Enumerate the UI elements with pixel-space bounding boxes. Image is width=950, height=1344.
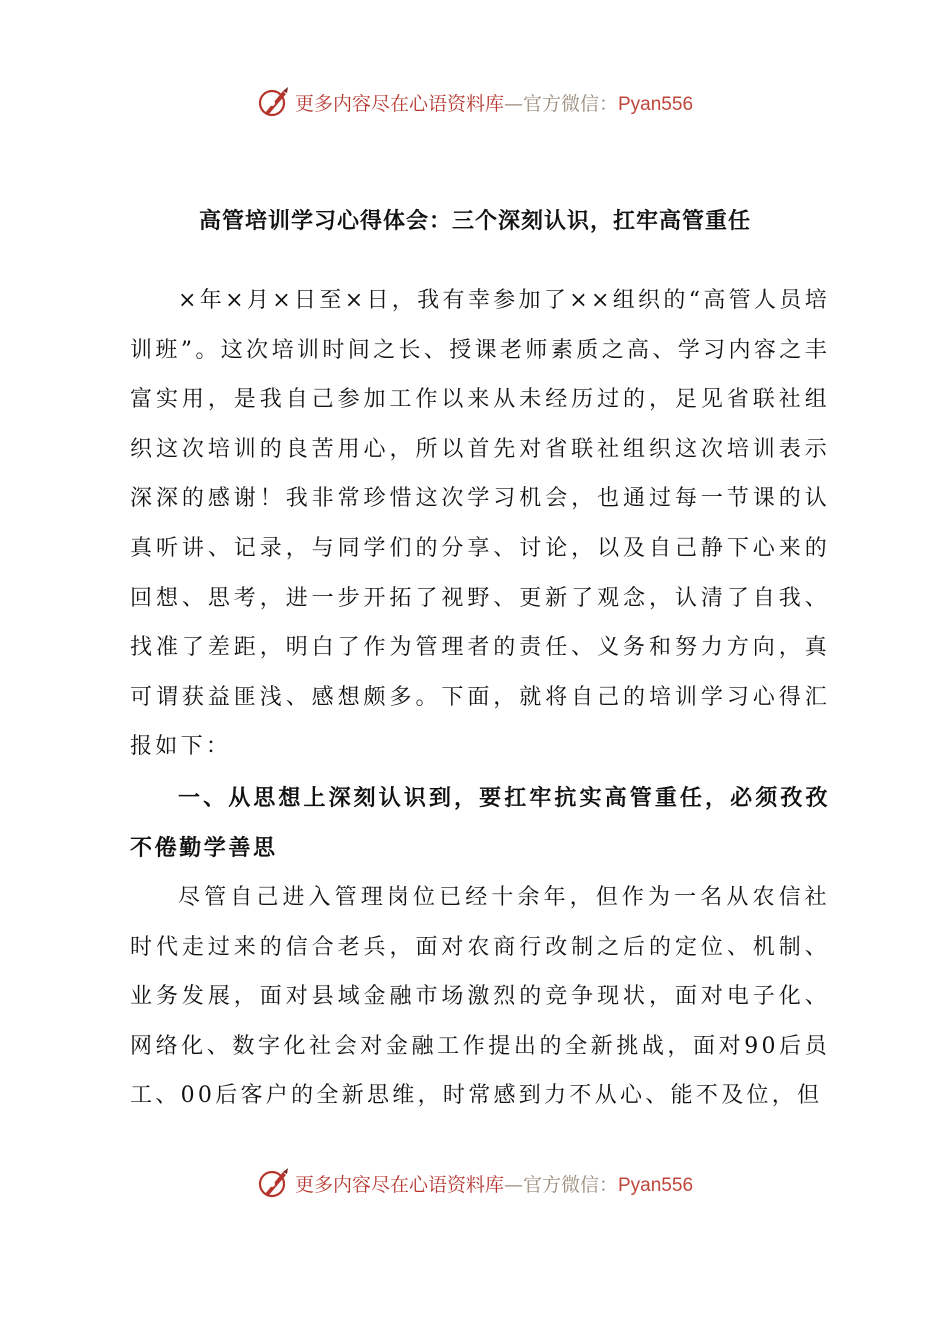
watermark-site-text: 更多内容尽在心语资料库 <box>294 1173 504 1196</box>
quill-pen-logo-icon <box>257 1166 291 1200</box>
watermark-dash-text: —官方微信： <box>503 92 618 115</box>
body-paragraph-1: ×年×月×日至×日，我有幸参加了××组织的“高管人员培训班”。这次培训时间之长、授课老师素质之高、学习内容之丰富实用，是我自己参加工作以来从未经历过的，足见省联社组织这次培训的良苦用心，所以首先对省联社组织这次培训表示深深的感谢！我非常珍惜这次学习机会，也通过每一节课的认真听讲、记录，与同学们的分享、讨论，以及自己静下心来的回想、思考，进一步开拓了视野、更新了观念，认清了自我、找准了差距，明白了作为管理者的责任、义务和努力方向，真可谓获益匪浅、感想颇多。下面，就将自己的培训学习心得汇报如下： <box>130 288 830 760</box>
watermark-text <box>295 1170 693 1197</box>
body-paragraph-2: 尽管自己进入管理岗位已经十余年，但作为一名从农信社时代走过来的信合老兵，面对农商行改制之后的定位、机制、业务发展，面对县域金融市场激烈的竞争现状，面对电子化、网络化、数字化社会对金融工作提出的全新挑战，面对90后员工、00后客户的全新思维，时常感到力不从心、能不及位，但 <box>130 885 830 1109</box>
watermark-banner-bottom <box>0 1163 950 1203</box>
watermark-banner-top <box>0 82 950 122</box>
watermark-text <box>295 89 693 116</box>
watermark-wechat-id: Pyan556 <box>618 93 694 115</box>
watermark-site-text: 更多内容尽在心语资料库 <box>294 92 504 115</box>
quill-pen-logo-icon <box>257 85 291 119</box>
section-heading-1: 一、从思想上深刻认识到，要扛牢抗实高管重任，必须孜孜不倦勤学善思 <box>130 785 830 861</box>
document-title: 高管培训学习心得体会：三个深刻认识，扛牢高管重任 <box>198 208 751 234</box>
watermark-dash-text: —官方微信： <box>503 1173 618 1196</box>
watermark-wechat-id: Pyan556 <box>618 1174 694 1196</box>
